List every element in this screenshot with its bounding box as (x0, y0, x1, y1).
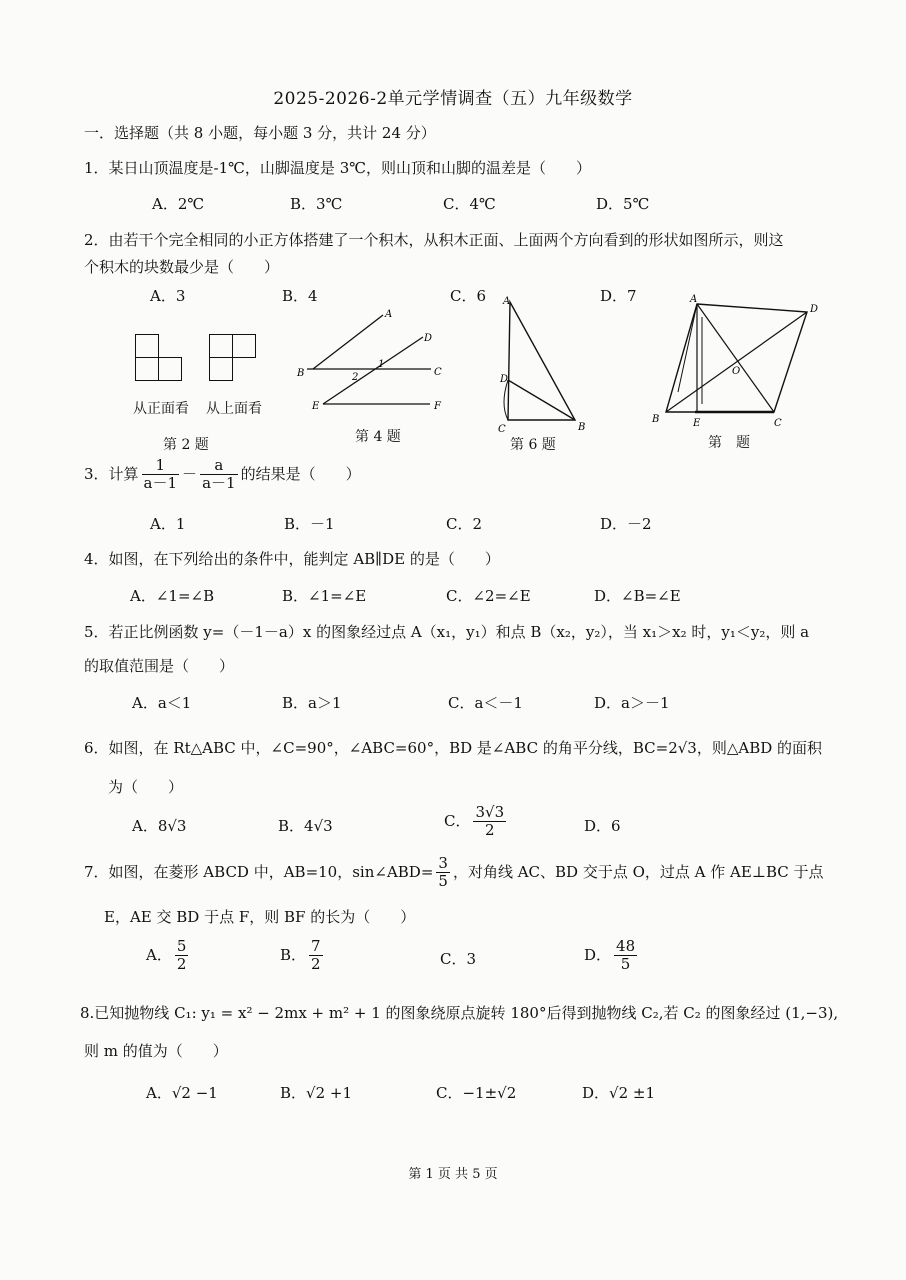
q2-stem-line2: 个积木的块数最少是（ ） (84, 258, 280, 276)
page-footer: 第 1 页 共 5 页 (408, 1167, 498, 1182)
q6-option-c: C． $\frac{3√3}{2}$ (444, 803, 505, 840)
q8-option-a: A．√2 −1 (146, 1084, 218, 1102)
figure-6-diagram (495, 292, 595, 437)
q3-fraction-1: $\frac{1}{a-1}$ (143, 456, 178, 493)
q6-option-a: A．8√3 (132, 817, 187, 835)
q3-option-d: D．－2 (600, 515, 652, 533)
q5-option-a: A．a＜1 (132, 694, 192, 712)
f4-label-d: D (424, 333, 433, 344)
q2-stem-line1: 2．由若干个完全相同的小正方体搭建了一个积木，从积木正面、上面两个方向看到的形状如图所示，则这 (84, 231, 784, 249)
q4-stem: 4．如图，在下列给出的条件中，能判定 AB∥DE 的是（ ） (84, 550, 500, 568)
f4-label-a: A (385, 309, 393, 320)
caption-figure-2: 第 2 题 (163, 437, 209, 453)
f7-label-b: B (652, 414, 660, 425)
caption-figure-6: 第 6 题 (510, 437, 556, 453)
q3-fraction-2: $\frac{a}{a-1}$ (202, 456, 236, 493)
label-top-view: 从上面看 (206, 401, 262, 417)
q8-option-b: B．√2 +1 (280, 1084, 353, 1102)
page-title: 2025-2026-2单元学情调查（五）九年级数学 (273, 89, 633, 109)
f4-label-e: E (312, 401, 320, 412)
q1-option-c: C．4℃ (443, 195, 496, 213)
q7-option-d: D． $\frac{48}{5}$ (584, 937, 636, 974)
q7-stem-line1: 7．如图，在菱形 ABCD 中，AB=10，sin∠ABD= $\frac{3}{5}$ ，对角线 AC、BD 交于点 O，过点 A 作 AE⊥BC 于点 (84, 854, 824, 891)
q7-option-c: C．3 (440, 950, 477, 968)
q1-option-d: D．5℃ (596, 195, 650, 213)
q6-stem-line2: 为（ ） (108, 778, 184, 796)
q4-option-d: D．∠B=∠E (594, 587, 681, 605)
q8-option-d: D．√2 ±1 (582, 1084, 656, 1102)
figure-4-diagram (295, 305, 455, 420)
f6-label-c: C (498, 424, 506, 435)
q5-stem-line1: 5．若正比例函数 y=（－1－a）x 的图象经过点 A（x₁，y₁）和点 B（x₂，y₂），当 x₁＞x₂ 时，y₁＜y₂，则 a (84, 623, 810, 641)
section-heading: 一．选择题（共 8 小题，每小题 3 分，共计 24 分） (84, 124, 436, 142)
f6-label-a: A (503, 296, 511, 307)
q8-option-c: C．−1±√2 (436, 1084, 517, 1102)
f7-label-a: A (690, 294, 698, 305)
q2-option-d: D．7 (600, 287, 637, 305)
q1-option-a: A．2℃ (152, 195, 205, 213)
f4-label-2: 2 (352, 372, 359, 383)
q4-option-a: A．∠1=∠B (130, 587, 215, 605)
q5-option-b: B．a＞1 (282, 694, 342, 712)
f4-label-c: C (434, 367, 442, 378)
f7-label-d: D (810, 304, 819, 315)
q3-option-b: B．－1 (284, 515, 335, 533)
f4-label-b: B (297, 368, 305, 379)
q6-option-b: B．4√3 (278, 817, 333, 835)
q3-option-c: C．2 (446, 515, 483, 533)
f7-label-o: O (732, 366, 741, 377)
q6-option-d: D．6 (584, 817, 621, 835)
f7-label-c: C (774, 418, 782, 429)
q8-stem-line1: 8.已知抛物线 C₁: y₁ = x² − 2mx + m² + 1 的图象绕原点旋转 180°后得到抛物线 C₂,若 C₂ 的图象经过 (1,−3), (80, 1004, 839, 1022)
caption-figure-7: 第 题 (708, 435, 750, 451)
f6-label-b: B (578, 422, 586, 433)
f7-label-e: E (693, 418, 701, 429)
q5-option-d: D．a＞－1 (594, 694, 670, 712)
figure-7-diagram (650, 292, 830, 432)
q8-stem-line2: 则 m 的值为（ ） (84, 1042, 228, 1060)
q4-option-c: C．∠2=∠E (446, 587, 531, 605)
f4-label-1: 1 (378, 359, 385, 370)
q5-option-c: C．a＜－1 (448, 694, 523, 712)
label-front-view: 从正面看 (133, 401, 189, 417)
f4-label-f: F (434, 401, 441, 412)
f6-label-d: D (500, 374, 509, 385)
q1-stem: 1．某日山顶温度是-1℃，山脚温度是 3℃，则山顶和山脚的温差是（ ） (84, 159, 592, 177)
q4-option-b: B．∠1=∠E (282, 587, 367, 605)
q1-option-b: B．3℃ (290, 195, 343, 213)
q6-stem-line1: 6．如图，在 Rt△ABC 中，∠C=90°，∠ABC=60°，BD 是∠ABC 的角平分线，BC=2√3，则△ABD 的面积 (84, 739, 823, 757)
q2-option-c: C．6 (450, 287, 487, 305)
q7-option-a: A． $\frac{5}{2}$ (146, 937, 187, 974)
caption-figure-4: 第 4 题 (355, 429, 401, 445)
q2-option-b: B．4 (282, 287, 318, 305)
q7-stem-line2: E，AE 交 BD 于点 F，则 BF 的长为（ ） (104, 908, 416, 926)
q3-option-a: A．1 (150, 515, 186, 533)
q7-option-b: B． $\frac{7}{2}$ (280, 937, 321, 974)
q5-stem-line2: 的取值范围是（ ） (84, 657, 235, 675)
q2-option-a: A．3 (150, 287, 186, 305)
q3-stem: 3．计算 $\frac{1}{a-1}$ － $\frac{a}{a-1}$ 的结果是（ ） (84, 456, 361, 493)
